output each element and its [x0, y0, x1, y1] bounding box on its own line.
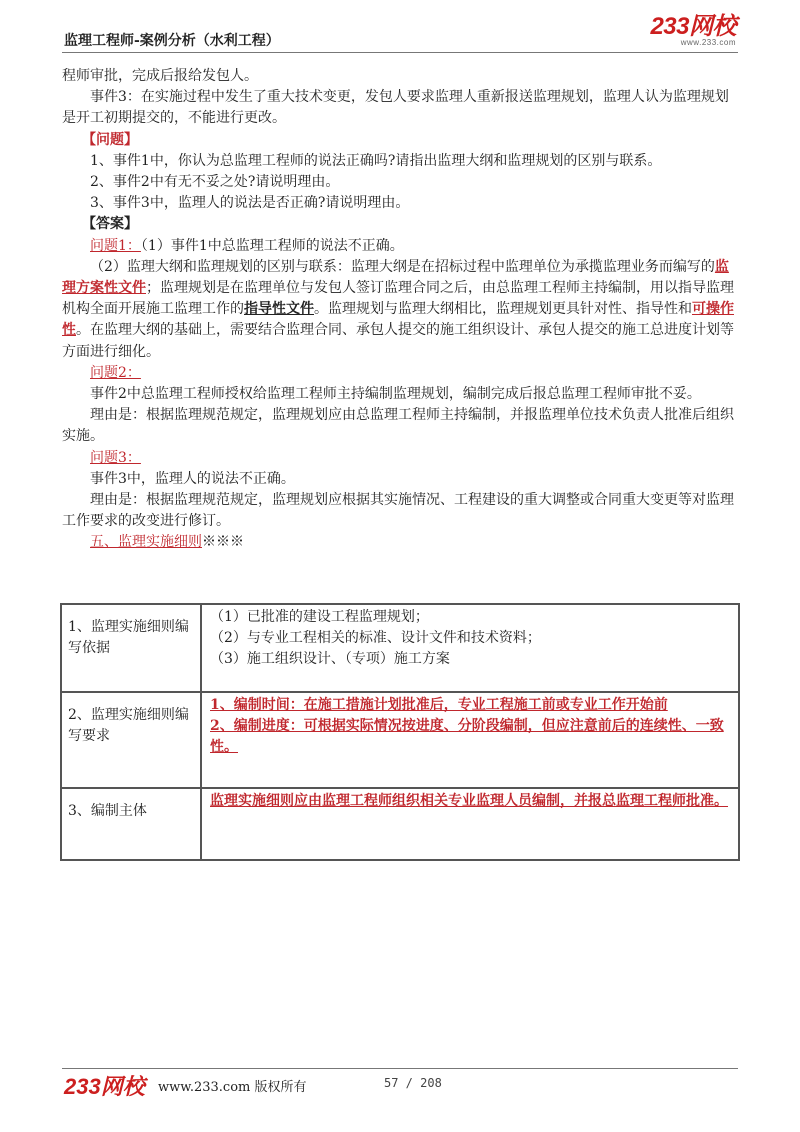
table-cell-value	[201, 692, 739, 788]
highlight-plan-doc: 监理方案性文件	[62, 258, 729, 297]
answer-2-text: 事件2中总监理工程师授权给监理工程师主持编制监理规划，编制完成后报总监理工程师审批不妥。	[90, 386, 701, 403]
answer-1-detail-text: 。在监理大纲的基础上，需要结合监理合同、承包人提交的施工组织设计、承包人提交的施工总进度计划等方面进行细化。	[62, 322, 734, 360]
brand-logo[interactable]	[650, 14, 736, 47]
header-divider	[62, 52, 738, 53]
list-item: （3）施工组织设计、（专项）施工方案	[210, 651, 450, 667]
table-cell-label: 2、监理实施细则编写要求	[61, 692, 201, 788]
answer-1-detail-text: 。监理规划与监理大纲相比，监理规划更具针对性、指导性和	[314, 301, 692, 318]
document-body	[62, 66, 740, 554]
highlight-guiding-doc: 指导性文件	[244, 301, 314, 318]
answer-1-detail-text: ；监理规划是在监理单位与发包人签订监理合同之后，由总监理工程师主持编制，用以指导监理机构全面开展施工监理工作的	[62, 280, 734, 318]
table-cell-label: 1、监理实施细则编写依据	[61, 604, 201, 692]
section-heading	[62, 532, 740, 553]
highlight-operability: 可操作性	[62, 301, 734, 339]
paragraph-continuation: 程师审批，完成后报给发包人。	[62, 68, 258, 84]
section-title: 五、监理实施细则	[90, 534, 202, 551]
table-row	[61, 604, 739, 692]
page-number: 57 / 208	[384, 1076, 442, 1090]
brand-logo-url: www.233.com	[680, 38, 736, 47]
question-3: 3、事件3中，监理人的说法是否正确?请说明理由。	[90, 195, 410, 212]
question-1: 1、事件1中，你认为总监理工程师的说法正确吗?请指出监理大纲和监理规划的区别与联系。	[90, 152, 662, 169]
answer-heading: 【答案】	[82, 216, 138, 233]
brand-logo-text: 233网校	[650, 13, 736, 40]
answer-2-reason: 理由是：根据监理规范规定，监理规划应由总监理工程师主持编制，并报监理单位技术负责人批准后组织实施。	[62, 407, 734, 445]
table-cell-value	[201, 604, 739, 692]
paragraph-event3: 事件3：在实施过程中发生了重大技术变更，发包人要求监理人重新报送监理规划，监理人认为监理规划是开工初期提交的，不能进行更改。	[62, 89, 729, 127]
answer-3-text: 事件3中，监理人的说法不正确。	[90, 470, 295, 487]
question-heading: 【问题】	[82, 131, 138, 148]
answer-1-detail	[62, 257, 740, 363]
answer-2-label-line	[62, 363, 740, 384]
answer-3-reason: 理由是：根据监理规范规定，监理规划应根据其实施情况、工程建设的重大调整或合同重大变更等对监理工作要求的改变进行修订。	[62, 492, 734, 530]
list-item: 监理实施细则应由监理工程师组织相关专业监理人员编制，并报总监理工程师批准。	[210, 793, 728, 809]
table-cell-label: 3、编制主体	[61, 788, 201, 860]
implementation-rules-table	[60, 603, 740, 861]
answer-1-line	[62, 236, 740, 257]
question-2: 2、事件2中有无不妥之处?请说明理由。	[90, 174, 340, 191]
list-item: （1）已批准的建设工程监理规划；	[210, 609, 429, 625]
answer-1-label: 问题1：	[90, 237, 141, 254]
page-header-title: 监理工程师-案例分析（水利工程）	[64, 33, 280, 49]
list-item: 1、编制时间：在施工措施计划批准后，专业工程施工前或专业工作开始前	[210, 697, 668, 713]
answer-2-label: 问题2：	[90, 364, 141, 381]
list-item: （2）与专业工程相关的标准、设计文件和技术资料；	[210, 630, 541, 646]
table-cell-value	[201, 788, 739, 860]
answer-3-label-line	[62, 448, 740, 469]
answer-1-detail-text: （2）监理大纲和监理规划的区别与联系：监理大纲是在招标过程中监理单位为承揽监理业务而编写的	[90, 258, 715, 275]
section-stars: ※※※	[202, 534, 244, 551]
footer-copyright: www.233.com 版权所有	[158, 1080, 307, 1095]
footer-divider	[62, 1068, 738, 1069]
footer-logo[interactable]: 233网校	[64, 1074, 145, 1099]
list-item: 2、编制进度：可根据实际情况按进度、分阶段编制，但应注意前后的连续性、一致性。	[210, 718, 724, 755]
table-row	[61, 788, 739, 860]
answer-1-text: （1）事件1中总监理工程师的说法不正确。	[140, 237, 404, 254]
table-row	[61, 692, 739, 788]
answer-3-label: 问题3：	[90, 449, 141, 466]
